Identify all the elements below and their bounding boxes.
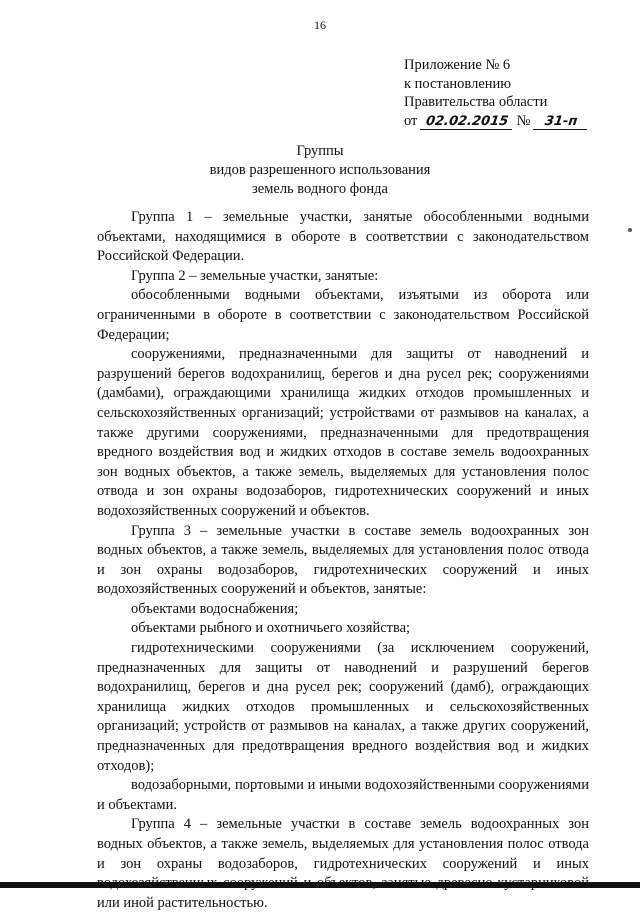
appendix-header [404,56,588,130]
paragraph-group-2-item-1: обособленными водными объектами, изъятыми из оборота или ограниченными в обороте в соответствии с законодательством Российской Федерации; [97,287,589,343]
scan-bottom-edge [0,882,640,888]
paragraph-group-2-intro: Группа 2 – земельные участки, занятые: [131,267,379,284]
title-line-2: видов разрешенного использования [209,162,431,178]
appendix-date-line [404,112,588,131]
paragraph-group-3-item-4: водозаборными, портовыми и иными водохозяйственными сооружениями и объектами. [97,777,589,813]
document-body [97,208,589,913]
paragraph-group-3-item-1: объектами водоснабжения; [131,600,299,617]
handwritten-date: 02.02.2015 [420,114,514,130]
page-number: 16 [314,18,326,32]
scan-margin-mark [628,228,632,232]
appendix-reference: к постановлению [404,75,512,92]
handwritten-number: 31-п [533,114,589,130]
title-line-3: земель водного фонда [252,181,388,197]
appendix-authority: Правительства области [404,94,548,110]
date-prefix: от [404,112,418,129]
paragraph-group-1: Группа 1 – земельные участки, занятые обособленными водными объектами, находящимися в обороте в соответствии с законодательством Российской Федерации. [97,209,589,265]
appendix-title: Приложение № 6 [404,57,511,73]
paragraph-group-3-item-2: объектами рыбного и охотничьего хозяйства; [131,620,411,637]
number-prefix: № [516,112,531,129]
paragraph-group-2-item-2: сооружениями, предназначенными для защиты от наводнений и разрушений берегов водохранилищ, берегов и дна русел рек; сооружениями (дамбами), ограждающими хранилища жидких отходов промышленных и сельскохозяйственных организаций; устройствами от размывов на каналах, а также другими сооружениями, предназначенными для предотвращения вредного воздействия вод и жидких отходов в составе земель водоохранных зон водных объектов, а также земель, выделяемых для установления полос отвода и зон охраны водозаборов, гидротехнических сооружений и иных водохозяйственных сооружений и объектов. [97,346,589,519]
document-title [0,142,640,199]
paragraph-group-3-item-3: гидротехническими сооружениями (за исключением сооружений, предназначенных для защиты от наводнений и разрушений берегов водохранилищ, берегов и дна русел рек; сооружений (дамб), ограждающих хранилища жидких отходов промышленных и сельскохозяйственных организаций; устройств от размывов на каналах, а также других сооружений, предназначенных для предотвращения вредного воздействия вод и жидких отходов); [97,640,589,774]
paragraph-group-4: Группа 4 – земельные участки в составе земель водоохранных зон водных объектов, а также земель, выделяемых для установления полос отвода и зон охраны водозаборов, гидротехнических сооружений и иных или иной растительностью. [97,816,589,911]
paragraph-group-3-intro: Группа 3 – земельные участки в составе земель водоохранных зон водных объектов, а также земель, выделяемых для установления полос отвода и зон охраны водозаборов, гидротехнических сооружений и иных водохозяйственных сооружений и объектов, занятые: [97,522,589,598]
title-line-1: Группы [296,143,344,159]
